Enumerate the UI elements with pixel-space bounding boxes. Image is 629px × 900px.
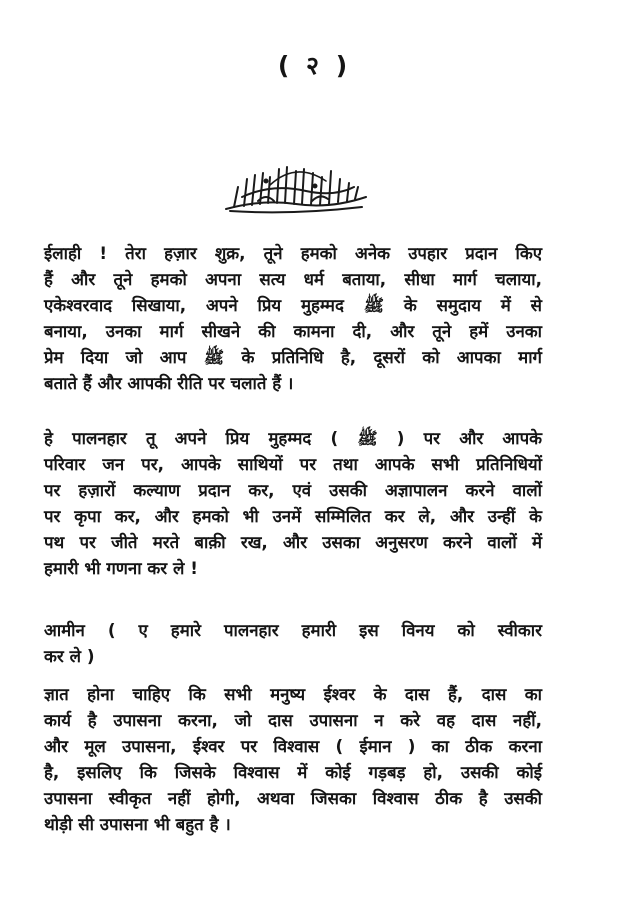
paragraph-worship	[44, 681, 542, 837]
text-line: पर कृपा कर, और हमको भी उनमें सम्मिलित कर ले, और उन्हीं के	[44, 506, 542, 526]
text-line: ईलाही ! तेरा हज़ार शुक्र, तूने हमको अनेक उपहार प्रदान किए	[44, 243, 542, 263]
text-line: हे पालनहार तू अपने प्रिय मुहम्मद ( ﷺ ) पर और आपके	[44, 428, 543, 448]
paragraph-thanksgiving	[44, 240, 542, 396]
text-line: ज्ञात होना चाहिए कि सभी मनुष्य ईश्वर के दास हैं, दास का	[44, 684, 542, 704]
paragraph-prayer	[44, 425, 542, 581]
text-line: प्रेम दिया जो आप ﷺ के प्रतिनिधि है, दूसरों को आपका मार्ग	[44, 347, 542, 367]
text-line: परिवार जन पर, आपके साथियों पर तथा आपके सभी प्रतिनिधियों	[44, 454, 542, 474]
paragraph-amen	[44, 617, 542, 669]
text-line: है, इसलिए कि जिसके विश्वास में कोई गड़बड़ हो, उसकी कोई	[44, 762, 542, 782]
text-line: बनाया, उनका मार्ग सीखने की कामना दी, और तूने हमें उनका	[44, 321, 542, 341]
text-line: एकेश्वरवाद सिखाया, अपने प्रिय मुहम्मद ﷺ के समुदाय में से	[44, 295, 542, 315]
text-line: पथ पर जीते मरते बाक़ी रख, और उसका अनुसरण करने वालों में	[44, 532, 542, 552]
text-line: कर ले )	[44, 646, 95, 666]
text-line: हैं और तूने हमको अपना सत्य धर्म बताया, सीधा मार्ग चलाया,	[44, 269, 542, 289]
text-line: कार्य है उपासना करना, जो दास उपासना न करे वह दास नहीं,	[44, 710, 542, 730]
text-line: पर हज़ारों कल्याण प्रदान कर, एवं उसकी अज्ञापालन करने वालों	[44, 480, 542, 500]
text-line: आमीन ( ए हमारे पालनहार हमारी इस विनय को स्वीकार	[44, 620, 542, 640]
text-line: हमारी भी गणना कर ले !	[44, 558, 198, 578]
text-line: उपासना स्वीकृत नहीं होगी, अथवा जिसका विश्वास ठीक है उसकी	[44, 788, 542, 808]
bismillah-calligraphy-icon	[222, 157, 370, 217]
text-line: और मूल उपासना, ईश्वर पर विश्वास ( ईमान ) का ठीक करना	[44, 736, 542, 756]
text-line: बताते हैं और आपकी रीति पर चलाते हैं ।	[44, 373, 294, 393]
page-number: ( २ )	[277, 51, 352, 80]
text-line: थोड़ी सी उपासना भी बहुत है ।	[44, 814, 231, 834]
